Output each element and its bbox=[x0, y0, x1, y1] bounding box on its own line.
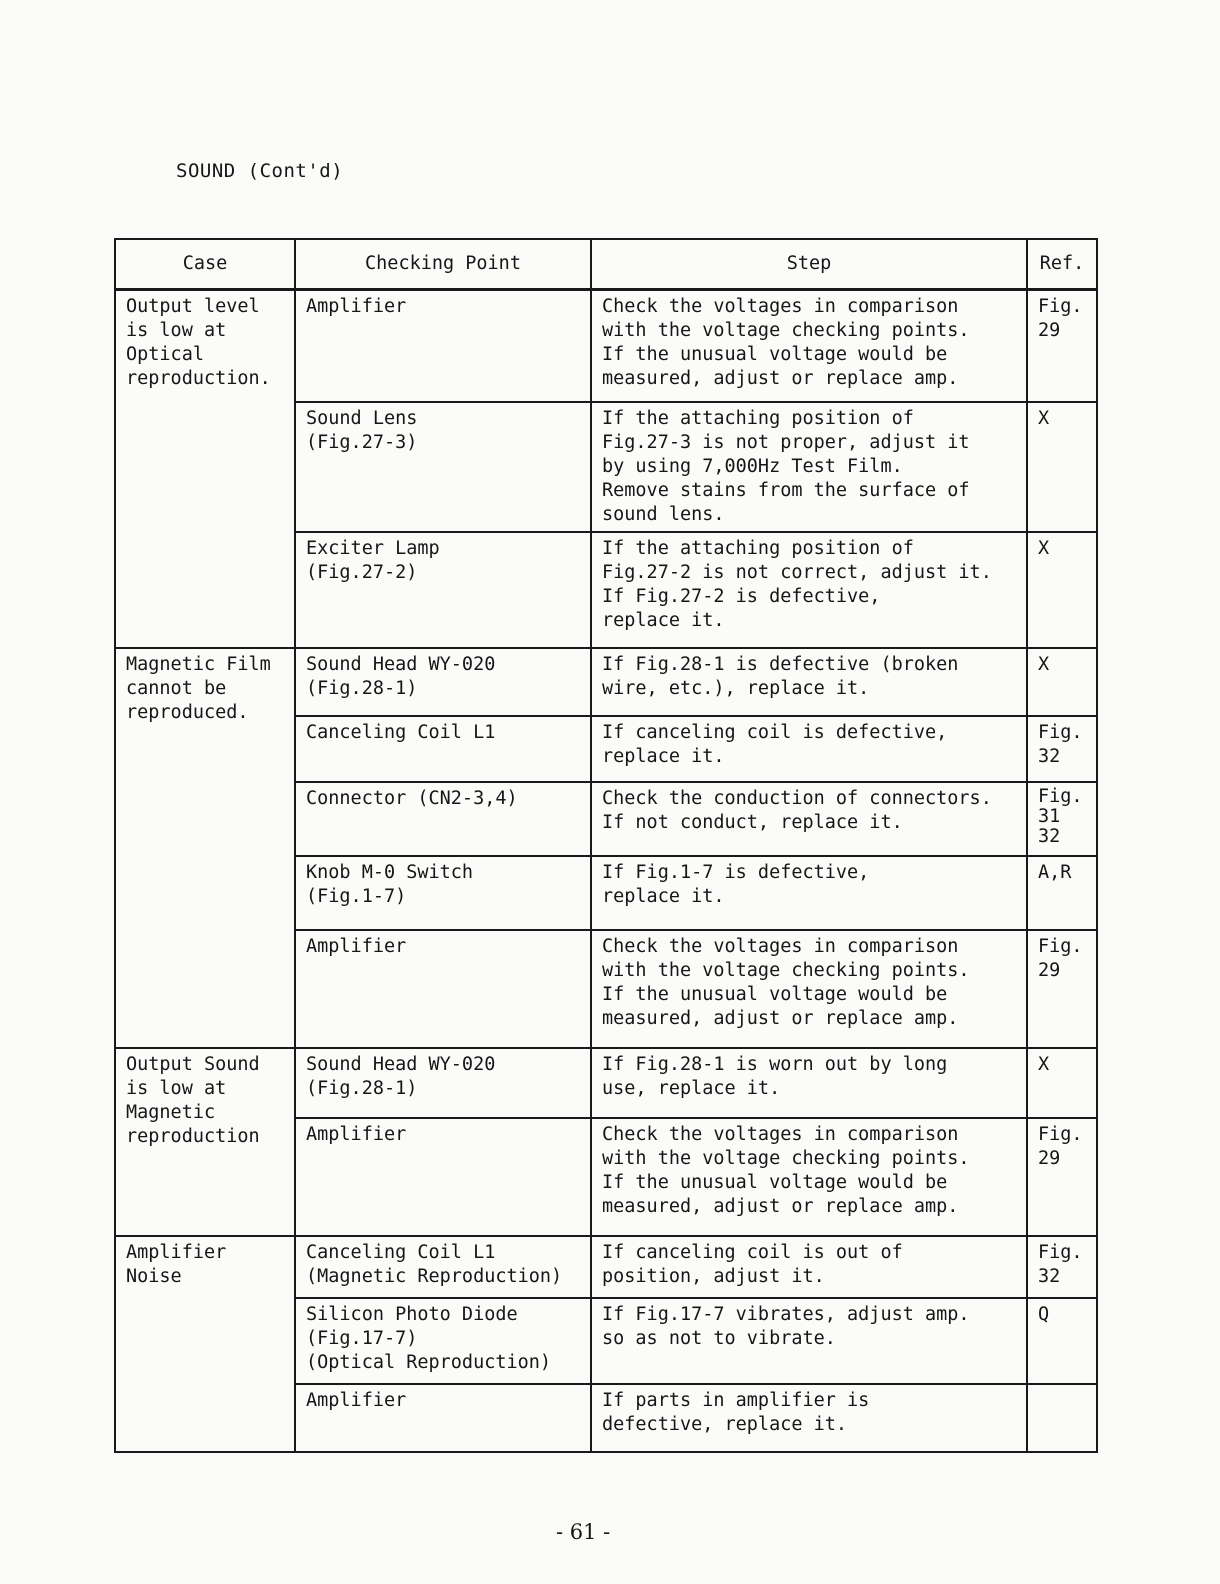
table-row bbox=[115, 1048, 1097, 1118]
table-row bbox=[115, 290, 1097, 402]
table-row bbox=[115, 1236, 1097, 1298]
checking-point-cell: Sound Head WY-020 (Fig.28-1) bbox=[295, 648, 591, 716]
ref-cell: Fig. 29 bbox=[1027, 290, 1097, 402]
table-header-row bbox=[115, 239, 1097, 290]
checking-point-cell: Silicon Photo Diode (Fig.17-7) (Optical Reproduction) bbox=[295, 1298, 591, 1384]
step-cell: Check the voltages in comparison with the voltage checking points. If the unusual voltage would be measured, adjust or replace amp. bbox=[591, 290, 1027, 402]
step-cell: If Fig.28-1 is defective (broken wire, etc.), replace it. bbox=[591, 648, 1027, 716]
page-number: - 61 - bbox=[556, 1520, 611, 1544]
ref-cell: Fig. 29 bbox=[1027, 1118, 1097, 1236]
ref-cell: Fig. 31 32 bbox=[1027, 782, 1097, 856]
checking-point-cell: Exciter Lamp (Fig.27-2) bbox=[295, 532, 591, 648]
ref-cell: X bbox=[1027, 402, 1097, 532]
ref-cell: Fig. 32 bbox=[1027, 716, 1097, 782]
checking-point-cell: Sound Lens (Fig.27-3) bbox=[295, 402, 591, 532]
column-header-case: Case bbox=[115, 239, 295, 290]
ref-cell: Fig. 32 bbox=[1027, 1236, 1097, 1298]
ref-cell: X bbox=[1027, 648, 1097, 716]
step-cell: Check the voltages in comparison with the voltage checking points. If the unusual voltage would be measured, adjust or replace amp. bbox=[591, 1118, 1027, 1236]
case-cell: Output level is low at Optical reproduction. bbox=[115, 290, 295, 648]
step-cell: If Fig.17-7 vibrates, adjust amp. so as not to vibrate. bbox=[591, 1298, 1027, 1384]
table-row bbox=[115, 648, 1097, 716]
case-cell: Output Sound is low at Magnetic reproduction bbox=[115, 1048, 295, 1236]
ref-cell: A,R bbox=[1027, 856, 1097, 930]
ref-cell: Fig. 29 bbox=[1027, 930, 1097, 1048]
column-header-checking-point: Checking Point bbox=[295, 239, 591, 290]
checking-point-cell: Amplifier bbox=[295, 1384, 591, 1452]
section-heading: SOUND (Cont'd) bbox=[176, 160, 344, 182]
column-header-ref: Ref. bbox=[1027, 239, 1097, 290]
ref-cell: Q bbox=[1027, 1298, 1097, 1384]
checking-point-cell: Amplifier bbox=[295, 290, 591, 402]
step-cell: If the attaching position of Fig.27-2 is not correct, adjust it. If Fig.27-2 is defective, replace it. bbox=[591, 532, 1027, 648]
ref-cell bbox=[1027, 1384, 1097, 1452]
step-cell: If Fig.28-1 is worn out by long use, replace it. bbox=[591, 1048, 1027, 1118]
step-cell: Check the voltages in comparison with the voltage checking points. If the unusual voltage would be measured, adjust or replace amp. bbox=[591, 930, 1027, 1048]
checking-point-cell: Connector (CN2-3,4) bbox=[295, 782, 591, 856]
step-cell: If Fig.1-7 is defective, replace it. bbox=[591, 856, 1027, 930]
ref-cell: X bbox=[1027, 1048, 1097, 1118]
checking-point-cell: Amplifier bbox=[295, 1118, 591, 1236]
step-cell: If parts in amplifier is defective, replace it. bbox=[591, 1384, 1027, 1452]
case-cell: Amplifier Noise bbox=[115, 1236, 295, 1452]
checking-point-cell: Canceling Coil L1 bbox=[295, 716, 591, 782]
step-cell: Check the conduction of connectors. If not conduct, replace it. bbox=[591, 782, 1027, 856]
column-header-step: Step bbox=[591, 239, 1027, 290]
ref-cell: X bbox=[1027, 532, 1097, 648]
checking-point-cell: Amplifier bbox=[295, 930, 591, 1048]
checking-point-cell: Knob M-0 Switch (Fig.1-7) bbox=[295, 856, 591, 930]
step-cell: If the attaching position of Fig.27-3 is not proper, adjust it by using 7,000Hz Test Film. Remove stains from the surface of sound lens. bbox=[591, 402, 1027, 532]
case-cell: Magnetic Film cannot be reproduced. bbox=[115, 648, 295, 1048]
checking-point-cell: Canceling Coil L1 (Magnetic Reproduction) bbox=[295, 1236, 591, 1298]
step-cell: If canceling coil is out of position, adjust it. bbox=[591, 1236, 1027, 1298]
troubleshooting-table bbox=[114, 238, 1098, 1453]
step-cell: If canceling coil is defective, replace it. bbox=[591, 716, 1027, 782]
checking-point-cell: Sound Head WY-020 (Fig.28-1) bbox=[295, 1048, 591, 1118]
